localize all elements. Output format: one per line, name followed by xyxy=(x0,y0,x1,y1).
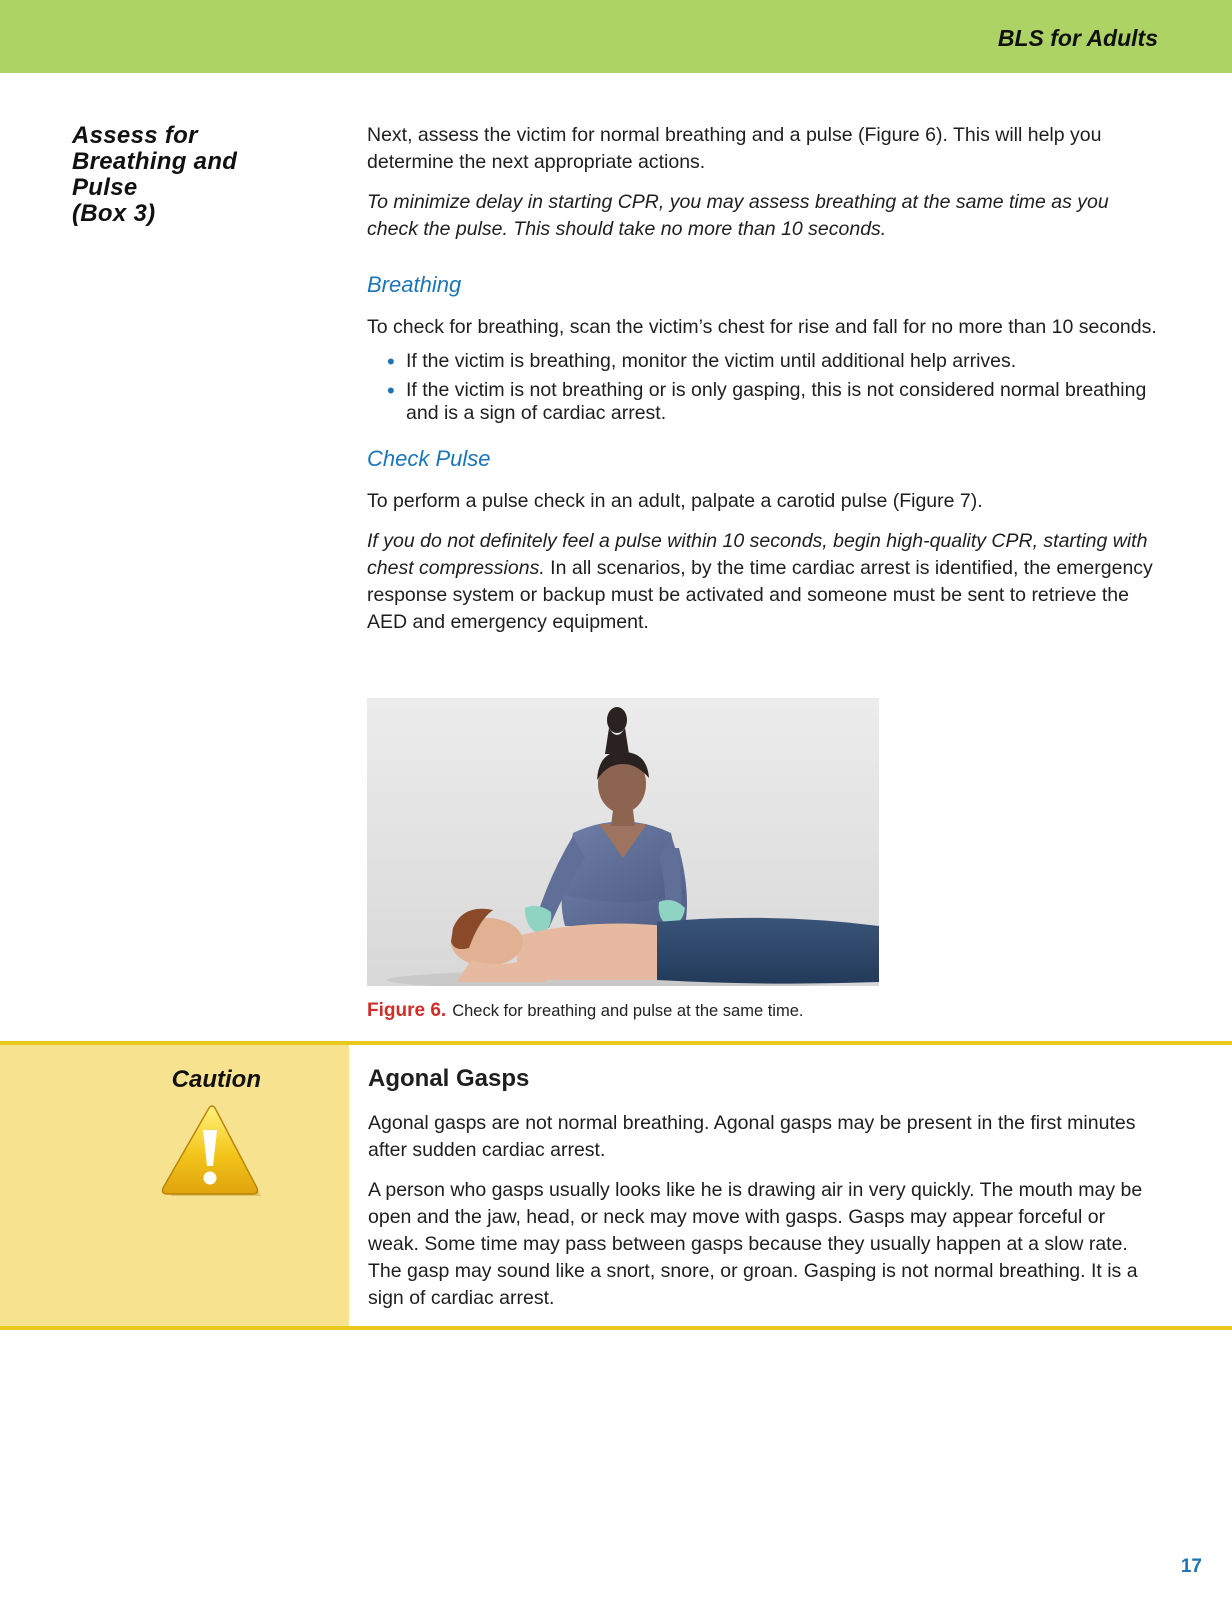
bullet-dot-icon: • xyxy=(387,349,395,374)
caution-paragraph: Agonal gasps are not normal breathing. Agonal gasps may be present in the first minutes after sudden cardiac arrest. xyxy=(368,1112,1136,1161)
check-pulse-heading: Check Pulse xyxy=(367,446,491,471)
breathing-heading: Breathing xyxy=(367,272,462,297)
rescuer-checking-pulse-illustration xyxy=(367,698,879,986)
breathing-paragraph: To check for breathing, scan the victim’s chest for rise and fall for no more than 10 seconds. xyxy=(367,316,1157,338)
figure-6-image xyxy=(367,698,879,986)
bullet-text: If the victim is not breathing or is only gasping, this is not considered normal breathing and is a sign of cardiac arrest. xyxy=(406,379,1147,424)
figure-caption xyxy=(367,1000,803,1022)
caution-box xyxy=(0,1041,1232,1330)
intro-italic-paragraph: To minimize delay in starting CPR, you may assess breathing at the same time as you check the pulse. This should take no more than 10 seconds. xyxy=(367,191,1109,240)
bullet-dot-icon: • xyxy=(387,378,395,403)
caution-title: Agonal Gasps xyxy=(368,1065,530,1092)
section-side-heading xyxy=(72,123,312,227)
bullet-text: If the victim is breathing, monitor the victim until additional help arrives. xyxy=(406,350,1017,372)
check-pulse-instruction xyxy=(367,528,1157,636)
intro-paragraph: Next, assess the victim for normal breathing and a pulse (Figure 6). This will help you determine the next appropriate actions. xyxy=(367,124,1102,173)
breathing-bullet-list xyxy=(367,350,1157,425)
main-content xyxy=(367,122,1157,649)
side-heading-line: (Box 3) xyxy=(72,200,156,227)
check-pulse-rest: In all scenarios, by the time cardiac arrest is identified, the emergency response system or backup must be activated and someone must be sent to retrieve the AED and emergency equipment. xyxy=(367,557,1153,633)
check-pulse-italic-lead: If you do not definitely feel a pulse within 10 seconds, begin high-quality CPR, starting with chest compressions. xyxy=(367,530,1148,579)
page-number: 17 xyxy=(1180,1556,1202,1577)
check-pulse-paragraph: To perform a pulse check in an adult, palpate a carotid pulse (Figure 7). xyxy=(367,490,983,512)
list-item xyxy=(367,379,1157,425)
header-title: BLS for Adults xyxy=(997,25,1158,51)
caution-paragraph: A person who gasps usually looks like he is drawing air in very quickly. The mouth may be open and the jaw, head, or neck may move with gasps. Gasps may appear forceful or weak. Some time may pass between gasps because they usually happen at a slow rate. The gasp may sound like a snort, snore, or groan. Gasping is not normal breathing. It is a sign of cardiac arrest. xyxy=(368,1179,1143,1309)
figure-caption-text: Check for breathing and pulse at the same time. xyxy=(452,1002,804,1020)
warning-icon xyxy=(159,1104,263,1202)
caution-content xyxy=(368,1064,1158,1325)
list-item xyxy=(367,350,1157,373)
side-heading-line: Breathing and xyxy=(72,148,238,175)
caution-sidebar xyxy=(0,1045,349,1326)
caution-label: Caution xyxy=(171,1066,261,1093)
side-heading-line: Pulse xyxy=(72,174,138,201)
figure-label: Figure 6. xyxy=(367,1000,447,1021)
page-header xyxy=(0,0,1232,73)
side-heading-line: Assess for xyxy=(72,122,198,149)
